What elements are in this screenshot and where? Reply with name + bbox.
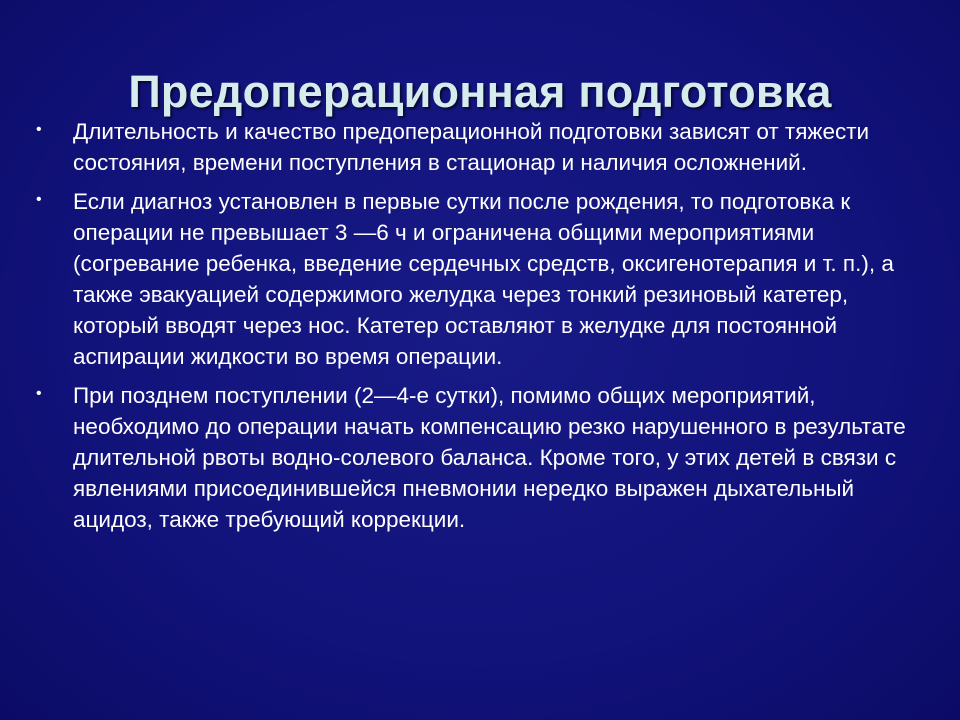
bullet-marker: • xyxy=(36,121,42,138)
slide-title: Предоперационная подготовка xyxy=(128,66,832,118)
bullet-marker: • xyxy=(36,191,42,208)
bullet-list xyxy=(36,116,936,543)
bullet-text: Если диагноз установлен в первые сутки после рождения, то подготовка к операции не превышает 3 —6 ч и ограничена общими мероприятиями (согревание ребенка, введение сердечных средств, оксигенотерапия и т. п.), а также эвакуацией содержимого желудка через тонкий резиновый катетер, который вводят через нос. Катетер оставляют в желудке для постоянной аспирации жидкости во время операции. xyxy=(73,189,894,369)
bullet-item xyxy=(36,186,936,372)
bullet-text: При позднем поступлении (2—4-е сутки), помимо общих мероприятий, необходимо до операции начать компенсацию резко нарушенного в результате длительной рвоты водно-солевого баланса. Кроме того, у этих детей в связи с явлениями присоединившейся пневмонии нередко выражен дыхательный ацидоз, также требующий коррекции. xyxy=(73,383,906,532)
bullet-marker: • xyxy=(36,385,42,402)
bullet-text: Длительность и качество предоперационной подготовки зависят от тяжести состояния, времени поступления в стационар и наличия осложнений. xyxy=(73,119,870,175)
bullet-item xyxy=(36,116,936,178)
bullet-item xyxy=(36,380,936,535)
